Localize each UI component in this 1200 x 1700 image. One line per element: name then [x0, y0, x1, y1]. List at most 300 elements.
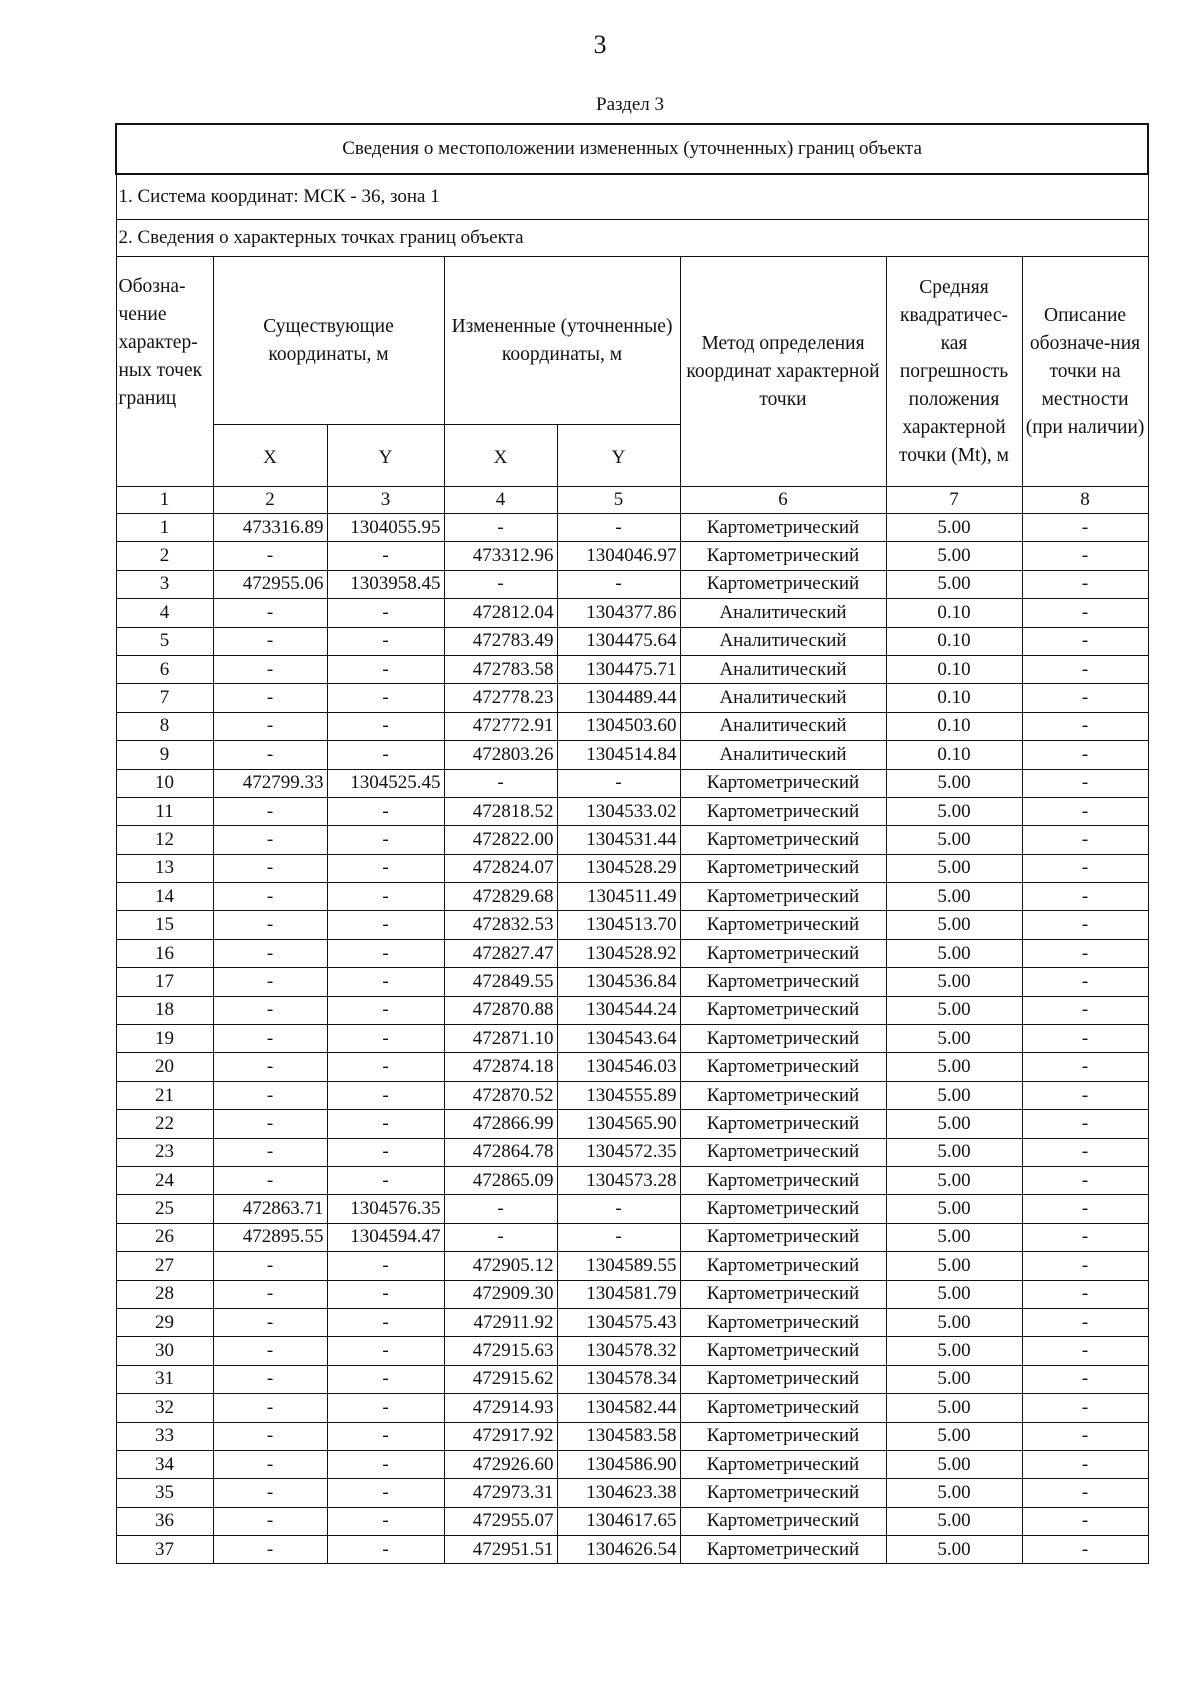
table-row — [116, 1025, 1148, 1053]
header-method: Метод определения координат характерной точки — [680, 257, 886, 487]
changed-x-cell: 472865.09 — [444, 1166, 557, 1194]
changed-y-cell: 1304533.02 — [557, 797, 680, 825]
existing-x-cell: - — [213, 1536, 327, 1564]
column-number: 1 — [116, 487, 213, 514]
changed-x-cell: 472829.68 — [444, 883, 557, 911]
error-cell: 5.00 — [886, 1308, 1022, 1336]
description-cell: - — [1022, 1138, 1148, 1166]
point-number-cell: 37 — [116, 1536, 213, 1564]
existing-x-cell: - — [213, 1422, 327, 1450]
error-cell: 5.00 — [886, 1280, 1022, 1308]
table-row — [116, 570, 1148, 598]
point-number-cell: 35 — [116, 1479, 213, 1507]
header-description: Описание обозначе-ния точки на местности (при наличии) — [1022, 257, 1148, 487]
table-row — [116, 1223, 1148, 1251]
table-row — [116, 1365, 1148, 1393]
method-cell: Картометрический — [680, 1394, 886, 1422]
method-cell: Аналитический — [680, 741, 886, 769]
existing-x-cell: - — [213, 854, 327, 882]
table-row — [116, 1536, 1148, 1564]
header-changed-coords: Измененные (уточненные) координаты, м — [444, 257, 680, 425]
existing-x-cell: 472955.06 — [213, 570, 327, 598]
changed-y-cell: 1304543.64 — [557, 1025, 680, 1053]
table-row — [116, 1337, 1148, 1365]
changed-x-cell: 472824.07 — [444, 854, 557, 882]
description-cell: - — [1022, 996, 1148, 1024]
boundary-points-table — [115, 123, 1149, 1564]
changed-x-cell: 472917.92 — [444, 1422, 557, 1450]
table-row — [116, 684, 1148, 712]
existing-x-cell: - — [213, 996, 327, 1024]
table-row — [116, 1507, 1148, 1535]
description-cell: - — [1022, 1252, 1148, 1280]
existing-x-cell: - — [213, 911, 327, 939]
point-number-cell: 4 — [116, 599, 213, 627]
table-row — [116, 741, 1148, 769]
table-row — [116, 769, 1148, 797]
description-cell: - — [1022, 712, 1148, 740]
error-cell: 5.00 — [886, 1337, 1022, 1365]
changed-y-cell: 1304511.49 — [557, 883, 680, 911]
point-number-cell: 36 — [116, 1507, 213, 1535]
method-cell: Аналитический — [680, 712, 886, 740]
method-cell: Картометрический — [680, 542, 886, 570]
changed-x-cell: 472871.10 — [444, 1025, 557, 1053]
method-cell: Картометрический — [680, 769, 886, 797]
changed-x-cell: 472849.55 — [444, 968, 557, 996]
header-designation: Обозна-чение характер-ных точек границ — [116, 257, 213, 487]
error-cell: 5.00 — [886, 1394, 1022, 1422]
changed-x-cell: 472832.53 — [444, 911, 557, 939]
point-number-cell: 29 — [116, 1308, 213, 1336]
changed-y-cell: 1304589.55 — [557, 1252, 680, 1280]
existing-x-cell: - — [213, 1479, 327, 1507]
changed-y-cell: - — [557, 514, 680, 542]
method-cell: Картометрический — [680, 1365, 886, 1393]
changed-x-cell: 472803.26 — [444, 741, 557, 769]
changed-x-cell: 472951.51 — [444, 1536, 557, 1564]
existing-x-cell: - — [213, 1280, 327, 1308]
error-cell: 5.00 — [886, 1479, 1022, 1507]
changed-x-cell: 472822.00 — [444, 826, 557, 854]
error-cell: 5.00 — [886, 1252, 1022, 1280]
changed-y-cell: 1304377.86 — [557, 599, 680, 627]
existing-y-cell: - — [327, 1365, 444, 1393]
error-cell: 5.00 — [886, 826, 1022, 854]
table-body — [116, 514, 1148, 1564]
description-cell: - — [1022, 826, 1148, 854]
description-cell: - — [1022, 1280, 1148, 1308]
changed-y-cell: 1304475.64 — [557, 627, 680, 655]
page-number: 3 — [593, 30, 607, 59]
method-cell: Картометрический — [680, 797, 886, 825]
existing-x-cell: - — [213, 939, 327, 967]
point-number-cell: 32 — [116, 1394, 213, 1422]
existing-y-cell: - — [327, 968, 444, 996]
point-number-cell: 28 — [116, 1280, 213, 1308]
changed-x-cell: 472864.78 — [444, 1138, 557, 1166]
existing-x-cell: - — [213, 1025, 327, 1053]
table-row — [116, 712, 1148, 740]
table-row — [116, 826, 1148, 854]
changed-y-cell: 1304578.32 — [557, 1337, 680, 1365]
existing-x-cell: 472863.71 — [213, 1195, 327, 1223]
error-cell: 5.00 — [886, 797, 1022, 825]
method-cell: Картометрический — [680, 1138, 886, 1166]
description-cell: - — [1022, 1365, 1148, 1393]
error-cell: 5.00 — [886, 996, 1022, 1024]
existing-y-cell: - — [327, 1110, 444, 1138]
table-row — [116, 1394, 1148, 1422]
method-cell: Картометрический — [680, 1110, 886, 1138]
description-cell: - — [1022, 570, 1148, 598]
changed-y-cell: 1304572.35 — [557, 1138, 680, 1166]
error-cell: 5.00 — [886, 1081, 1022, 1109]
existing-y-cell: - — [327, 854, 444, 882]
point-number-cell: 2 — [116, 542, 213, 570]
header-error: Средняя квадратичес-кая погрешность положения характерной точки (Mt), м — [886, 257, 1022, 487]
table-row — [116, 627, 1148, 655]
description-cell: - — [1022, 769, 1148, 797]
table-row — [116, 996, 1148, 1024]
error-cell: 5.00 — [886, 1507, 1022, 1535]
description-cell: - — [1022, 741, 1148, 769]
description-cell: - — [1022, 599, 1148, 627]
method-cell: Картометрический — [680, 911, 886, 939]
point-number-cell: 14 — [116, 883, 213, 911]
error-cell: 5.00 — [886, 1053, 1022, 1081]
changed-x-cell: 473312.96 — [444, 542, 557, 570]
existing-x-cell: 472799.33 — [213, 769, 327, 797]
changed-y-cell: - — [557, 570, 680, 598]
description-cell: - — [1022, 1081, 1148, 1109]
table-row — [116, 1252, 1148, 1280]
error-cell: 5.00 — [886, 1223, 1022, 1251]
changed-x-cell: 472778.23 — [444, 684, 557, 712]
changed-y-cell: 1304626.54 — [557, 1536, 680, 1564]
changed-x-cell: 472909.30 — [444, 1280, 557, 1308]
header-existing-y: Y — [327, 425, 444, 487]
error-cell: 5.00 — [886, 1365, 1022, 1393]
existing-x-cell: 472895.55 — [213, 1223, 327, 1251]
point-number-cell: 8 — [116, 712, 213, 740]
point-number-cell: 24 — [116, 1166, 213, 1194]
error-cell: 5.00 — [886, 1025, 1022, 1053]
description-cell: - — [1022, 1223, 1148, 1251]
changed-y-cell: 1304575.43 — [557, 1308, 680, 1336]
existing-y-cell: 1303958.45 — [327, 570, 444, 598]
point-number-cell: 3 — [116, 570, 213, 598]
point-number-cell: 16 — [116, 939, 213, 967]
column-number: 5 — [557, 487, 680, 514]
changed-y-cell: 1304513.70 — [557, 911, 680, 939]
existing-x-cell: - — [213, 826, 327, 854]
column-number: 3 — [327, 487, 444, 514]
error-cell: 5.00 — [886, 1138, 1022, 1166]
existing-x-cell: - — [213, 1450, 327, 1478]
point-number-cell: 25 — [116, 1195, 213, 1223]
existing-y-cell: - — [327, 1138, 444, 1166]
method-cell: Картометрический — [680, 1450, 886, 1478]
changed-x-cell: 472926.60 — [444, 1450, 557, 1478]
changed-x-cell: 472818.52 — [444, 797, 557, 825]
existing-y-cell: 1304055.95 — [327, 514, 444, 542]
error-cell: 0.10 — [886, 712, 1022, 740]
method-cell: Картометрический — [680, 854, 886, 882]
method-cell: Картометрический — [680, 1422, 886, 1450]
description-cell: - — [1022, 1422, 1148, 1450]
point-number-cell: 26 — [116, 1223, 213, 1251]
method-cell: Картометрический — [680, 1053, 886, 1081]
method-cell: Картометрический — [680, 1166, 886, 1194]
changed-x-cell: 472973.31 — [444, 1479, 557, 1507]
changed-y-cell: 1304528.92 — [557, 939, 680, 967]
method-cell: Картометрический — [680, 883, 886, 911]
coordinate-system: 1. Система координат: МСК - 36, зона 1 — [116, 174, 1148, 220]
description-cell: - — [1022, 1337, 1148, 1365]
existing-y-cell: - — [327, 1252, 444, 1280]
changed-y-cell: 1304583.58 — [557, 1422, 680, 1450]
existing-x-cell: - — [213, 1337, 327, 1365]
existing-y-cell: - — [327, 1081, 444, 1109]
method-cell: Картометрический — [680, 939, 886, 967]
column-number-row — [116, 487, 1148, 514]
error-cell: 5.00 — [886, 968, 1022, 996]
changed-x-cell: 472870.52 — [444, 1081, 557, 1109]
method-cell: Картометрический — [680, 1025, 886, 1053]
description-cell: - — [1022, 1110, 1148, 1138]
method-cell: Картометрический — [680, 1081, 886, 1109]
method-cell: Картометрический — [680, 1337, 886, 1365]
changed-y-cell: 1304475.71 — [557, 655, 680, 683]
error-cell: 5.00 — [886, 1450, 1022, 1478]
section-title: Раздел 3 — [596, 94, 664, 115]
existing-y-cell: - — [327, 655, 444, 683]
changed-y-cell: - — [557, 1195, 680, 1223]
header-changed-y: Y — [557, 425, 680, 487]
table-caption: Сведения о местоположении измененных (уточненных) границ объекта — [116, 124, 1148, 174]
description-cell: - — [1022, 1308, 1148, 1336]
changed-y-cell: 1304578.34 — [557, 1365, 680, 1393]
changed-y-cell: 1304573.28 — [557, 1166, 680, 1194]
point-number-cell: 15 — [116, 911, 213, 939]
existing-y-cell: - — [327, 1507, 444, 1535]
existing-x-cell: 473316.89 — [213, 514, 327, 542]
existing-y-cell: 1304594.47 — [327, 1223, 444, 1251]
error-cell: 5.00 — [886, 1110, 1022, 1138]
existing-y-cell: - — [327, 1053, 444, 1081]
existing-x-cell: - — [213, 655, 327, 683]
changed-y-cell: 1304581.79 — [557, 1280, 680, 1308]
error-cell: 0.10 — [886, 684, 1022, 712]
existing-x-cell: - — [213, 1507, 327, 1535]
table-row — [116, 911, 1148, 939]
point-number-cell: 33 — [116, 1422, 213, 1450]
point-number-cell: 17 — [116, 968, 213, 996]
description-cell: - — [1022, 1536, 1148, 1564]
header-existing-coords: Существующие координаты, м — [213, 257, 444, 425]
description-cell: - — [1022, 1479, 1148, 1507]
point-number-cell: 13 — [116, 854, 213, 882]
description-cell: - — [1022, 514, 1148, 542]
method-cell: Картометрический — [680, 514, 886, 542]
changed-x-cell: 472915.62 — [444, 1365, 557, 1393]
point-number-cell: 10 — [116, 769, 213, 797]
changed-y-cell: 1304623.38 — [557, 1479, 680, 1507]
table-row — [116, 655, 1148, 683]
changed-y-cell: 1304544.24 — [557, 996, 680, 1024]
existing-x-cell: - — [213, 1166, 327, 1194]
description-cell: - — [1022, 1195, 1148, 1223]
point-number-cell: 6 — [116, 655, 213, 683]
method-cell: Аналитический — [680, 684, 886, 712]
existing-x-cell: - — [213, 741, 327, 769]
table-row — [116, 883, 1148, 911]
existing-y-cell: - — [327, 712, 444, 740]
existing-x-cell: - — [213, 1394, 327, 1422]
changed-y-cell: 1304531.44 — [557, 826, 680, 854]
error-cell: 5.00 — [886, 514, 1022, 542]
error-cell: 5.00 — [886, 911, 1022, 939]
error-cell: 0.10 — [886, 599, 1022, 627]
existing-y-cell: - — [327, 599, 444, 627]
existing-x-cell: - — [213, 1138, 327, 1166]
error-cell: 5.00 — [886, 1195, 1022, 1223]
description-cell: - — [1022, 797, 1148, 825]
changed-x-cell: 472874.18 — [444, 1053, 557, 1081]
point-number-cell: 7 — [116, 684, 213, 712]
table-row — [116, 1479, 1148, 1507]
existing-x-cell: - — [213, 599, 327, 627]
point-number-cell: 1 — [116, 514, 213, 542]
table-row — [116, 1422, 1148, 1450]
existing-x-cell: - — [213, 627, 327, 655]
table-row — [116, 968, 1148, 996]
method-cell: Аналитический — [680, 655, 886, 683]
method-cell: Картометрический — [680, 1308, 886, 1336]
point-number-cell: 11 — [116, 797, 213, 825]
point-number-cell: 23 — [116, 1138, 213, 1166]
table-row — [116, 1280, 1148, 1308]
changed-x-cell: - — [444, 1223, 557, 1251]
description-cell: - — [1022, 1025, 1148, 1053]
existing-x-cell: - — [213, 1308, 327, 1336]
point-number-cell: 9 — [116, 741, 213, 769]
existing-y-cell: - — [327, 826, 444, 854]
table-row — [116, 542, 1148, 570]
existing-y-cell: - — [327, 939, 444, 967]
column-number: 6 — [680, 487, 886, 514]
method-cell: Картометрический — [680, 1223, 886, 1251]
table-row — [116, 1450, 1148, 1478]
description-cell: - — [1022, 655, 1148, 683]
changed-x-cell: 472914.93 — [444, 1394, 557, 1422]
changed-x-cell: 472905.12 — [444, 1252, 557, 1280]
existing-x-cell: - — [213, 1081, 327, 1109]
method-cell: Картометрический — [680, 1536, 886, 1564]
changed-y-cell: 1304489.44 — [557, 684, 680, 712]
error-cell: 5.00 — [886, 1536, 1022, 1564]
existing-y-cell: - — [327, 1308, 444, 1336]
error-cell: 5.00 — [886, 1166, 1022, 1194]
error-cell: 0.10 — [886, 627, 1022, 655]
point-number-cell: 30 — [116, 1337, 213, 1365]
error-cell: 5.00 — [886, 570, 1022, 598]
description-cell: - — [1022, 684, 1148, 712]
error-cell: 0.10 — [886, 655, 1022, 683]
method-cell: Картометрический — [680, 996, 886, 1024]
table-row — [116, 1166, 1148, 1194]
description-cell: - — [1022, 854, 1148, 882]
table-row — [116, 1138, 1148, 1166]
changed-x-cell: 472955.07 — [444, 1507, 557, 1535]
description-cell: - — [1022, 542, 1148, 570]
existing-y-cell: - — [327, 627, 444, 655]
description-cell: - — [1022, 883, 1148, 911]
changed-x-cell: - — [444, 570, 557, 598]
point-number-cell: 5 — [116, 627, 213, 655]
error-cell: 5.00 — [886, 1422, 1022, 1450]
existing-y-cell: - — [327, 1422, 444, 1450]
existing-y-cell: 1304525.45 — [327, 769, 444, 797]
description-cell: - — [1022, 968, 1148, 996]
method-cell: Картометрический — [680, 1195, 886, 1223]
method-cell: Аналитический — [680, 627, 886, 655]
table-row — [116, 939, 1148, 967]
method-cell: Картометрический — [680, 570, 886, 598]
changed-x-cell: 472772.91 — [444, 712, 557, 740]
existing-x-cell: - — [213, 797, 327, 825]
changed-x-cell: 472783.58 — [444, 655, 557, 683]
description-cell: - — [1022, 1507, 1148, 1535]
table-row — [116, 514, 1148, 542]
existing-x-cell: - — [213, 1053, 327, 1081]
existing-y-cell: - — [327, 883, 444, 911]
changed-y-cell: 1304536.84 — [557, 968, 680, 996]
point-number-cell: 21 — [116, 1081, 213, 1109]
existing-y-cell: - — [327, 1166, 444, 1194]
existing-y-cell: - — [327, 1025, 444, 1053]
changed-y-cell: 1304546.03 — [557, 1053, 680, 1081]
table-row — [116, 1110, 1148, 1138]
error-cell: 0.10 — [886, 741, 1022, 769]
existing-y-cell: - — [327, 996, 444, 1024]
header-existing-x: X — [213, 425, 327, 487]
table-row — [116, 1053, 1148, 1081]
changed-y-cell: 1304046.97 — [557, 542, 680, 570]
column-number: 8 — [1022, 487, 1148, 514]
existing-x-cell: - — [213, 1365, 327, 1393]
error-cell: 5.00 — [886, 542, 1022, 570]
point-number-cell: 31 — [116, 1365, 213, 1393]
existing-y-cell: - — [327, 1450, 444, 1478]
changed-x-cell: - — [444, 514, 557, 542]
existing-x-cell: - — [213, 968, 327, 996]
changed-y-cell: 1304582.44 — [557, 1394, 680, 1422]
table-row — [116, 1308, 1148, 1336]
changed-y-cell: 1304586.90 — [557, 1450, 680, 1478]
changed-x-cell: - — [444, 1195, 557, 1223]
existing-y-cell: 1304576.35 — [327, 1195, 444, 1223]
method-cell: Картометрический — [680, 968, 886, 996]
changed-y-cell: 1304514.84 — [557, 741, 680, 769]
point-number-cell: 19 — [116, 1025, 213, 1053]
changed-x-cell: 472870.88 — [444, 996, 557, 1024]
point-number-cell: 22 — [116, 1110, 213, 1138]
header-changed-x: X — [444, 425, 557, 487]
changed-y-cell: 1304555.89 — [557, 1081, 680, 1109]
column-number: 7 — [886, 487, 1022, 514]
